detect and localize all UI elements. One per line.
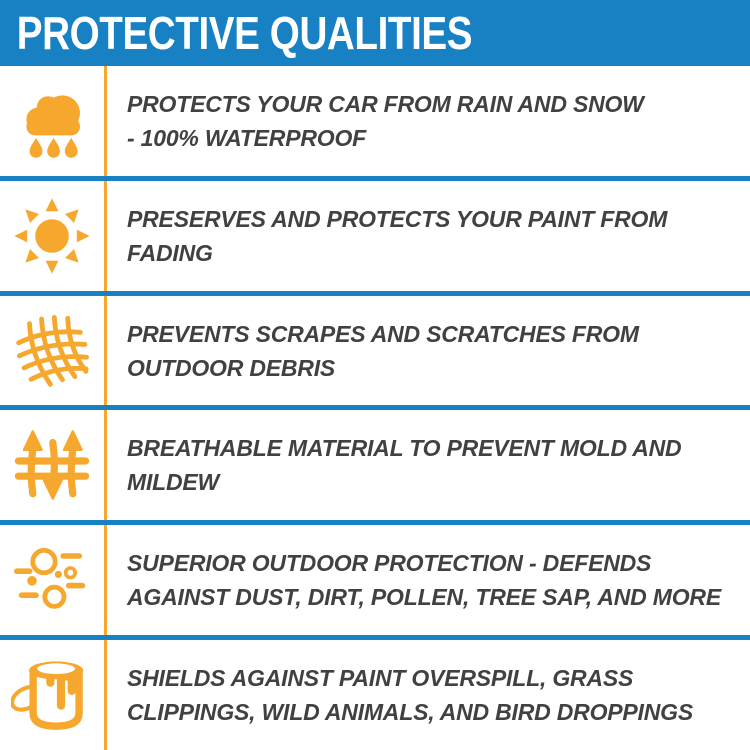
feature-text-line: SUPERIOR OUTDOOR PROTECTION - DEFENDS (127, 550, 652, 577)
feature-text-line: MILDEW (127, 469, 220, 496)
feature-text-line: FADING (127, 239, 213, 266)
feature-text-line: PRESERVES AND PROTECTS YOUR PAINT FROM (127, 205, 668, 232)
feature-text-line: AGAINST DUST, DIRT, POLLEN, TREE SAP, AND MORE (127, 584, 721, 611)
dust-particles-icon (12, 540, 92, 620)
icon-cell (0, 66, 107, 176)
feature-text-line: PROTECTS YOUR CAR FROM RAIN AND SNOW (127, 90, 644, 117)
feature-row (0, 410, 750, 520)
feature-row (0, 640, 750, 750)
feature-text (107, 66, 750, 176)
feature-text-line: PREVENTS SCRAPES AND SCRATCHES FROM (127, 320, 639, 347)
feature-text (107, 181, 750, 291)
icon-cell (0, 640, 107, 750)
feature-row (0, 181, 750, 291)
rain-cloud-icon (12, 81, 92, 161)
feature-text (107, 296, 750, 406)
feature-text-line: CLIPPINGS, WILD ANIMALS, AND BIRD DROPPINGS (127, 699, 693, 726)
icon-cell (0, 181, 107, 291)
feature-text-line: - 100% WATERPROOF (127, 124, 366, 151)
feature-list (0, 66, 750, 750)
paint-bucket-icon (11, 654, 93, 736)
breathable-arrows-icon (12, 425, 92, 505)
feature-text-line: OUTDOOR DEBRIS (127, 354, 336, 381)
feature-text-line: BREATHABLE MATERIAL TO PREVENT MOLD AND (127, 435, 682, 462)
feature-text (107, 640, 750, 750)
feature-row (0, 525, 750, 635)
net-icon (12, 311, 92, 391)
header-bar (0, 0, 750, 66)
sun-icon (12, 196, 92, 276)
icon-cell (0, 410, 107, 520)
feature-text (107, 525, 750, 635)
page-title: PROTECTIVE QUALITIES (16, 7, 473, 59)
icon-cell (0, 525, 107, 635)
feature-text-line: SHIELDS AGAINST PAINT OVERSPILL, GRASS (127, 665, 634, 692)
feature-text (107, 410, 750, 520)
feature-row (0, 66, 750, 176)
feature-row (0, 296, 750, 406)
icon-cell (0, 296, 107, 406)
